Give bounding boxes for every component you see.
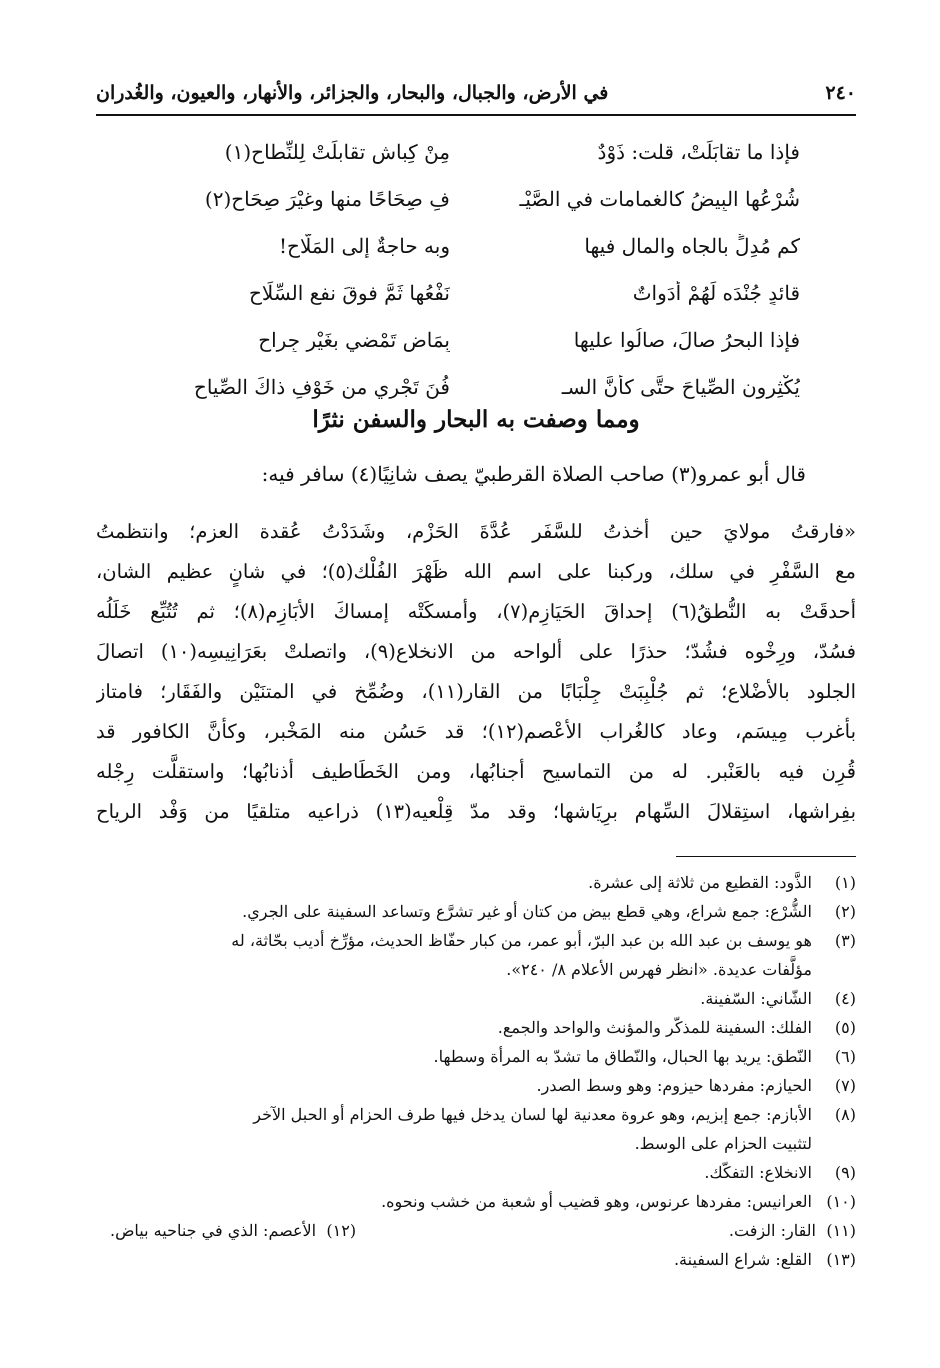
footnote-text: هو يوسف بن عبد الله بن عبد البرّ، أبو عمر، من كبار حفّاظ الحديث، مؤرِّخ أديب بحّاثة، له bbox=[231, 931, 812, 950]
footnote-continuation: مؤلَّفات عديدة. «انظر فهرس الأعلام ٨/ ٢٤٠». bbox=[506, 960, 812, 979]
footnote-number: (٢) bbox=[834, 902, 856, 921]
verse-first-hemistich: قائدٍ جُنْدَه لَهُمْ أدَواتٌ bbox=[632, 280, 800, 305]
body-line: فسُدّ، ورِخْوه فشُدّ؛ حذرًا على ألواحه من الانخلاع(٩)، واتصلتْ بعَرَانِيسِه(١٠) اتصالَ bbox=[96, 640, 856, 663]
footnote-number: (٨) bbox=[834, 1105, 856, 1124]
footnote-text: الذَّود: القطيع من ثلاثة إلى عشرة. bbox=[588, 873, 812, 892]
footnote-text: الحيازم: مفردها حيزوم: وهو وسط الصدر. bbox=[536, 1076, 812, 1095]
footnote-number: (٣) bbox=[834, 931, 856, 950]
footnote-continuation: لتثبيت الحزام على الوسط. bbox=[634, 1134, 812, 1153]
body-line: أحدقَتْ به النُّطقُ(٦) إحداقَ الحَيَازِم(٧)، وأمسكَتْه إمساكَ الأبَازِم(٨)؛ ثم تُتُبِّع خَلَلُه bbox=[96, 600, 856, 623]
footnote bbox=[110, 926, 856, 955]
poem bbox=[150, 128, 800, 410]
header-rule bbox=[96, 114, 856, 116]
footnote-number: (١٠) bbox=[826, 1192, 856, 1211]
footnote-text: القار: الزفت. bbox=[728, 1221, 816, 1240]
footnote-text: العرانيس: مفردها عرنوس، وهو قضيب أو شعبة من خشب ونحوه. bbox=[381, 1192, 812, 1211]
footnote-text: الأعصم: الذي في جناحيه بياض. bbox=[110, 1221, 317, 1240]
footnote bbox=[110, 897, 856, 926]
footnote-text: النّطق: يريد بها الحبال، والنّطاق ما تشدّ به المرأة وسطها. bbox=[433, 1047, 812, 1066]
running-title: في الأرض، والجبال، والبحار، والجزائر، والأنهار، والعيون، والغُدران bbox=[96, 82, 609, 104]
footnote-text: الشُّرْع: جمع شراع، وهي قطع بيض من كتان أو غير تشرَّع وتساعد السفينة على الجري. bbox=[242, 902, 812, 921]
footnote-number: (١١) bbox=[826, 1221, 856, 1240]
footnotes bbox=[110, 868, 856, 1274]
running-head bbox=[96, 78, 856, 108]
body-line: الجلود بالأضْلاع؛ ثم جُلْبِبَتْ جِلْبَابًا من القار(١١)، وضُمِّخ في المتنَيْن والفَقَار؛ فامتاز bbox=[96, 680, 856, 703]
footnote-number: (٥) bbox=[834, 1018, 856, 1037]
footnote bbox=[110, 984, 856, 1013]
footnote bbox=[110, 1071, 856, 1100]
footnote-text: الفلك: السفينة للمذكّر والمؤنث والواحد والجمع. bbox=[497, 1018, 812, 1037]
footnote-number: (١٢) bbox=[326, 1221, 357, 1240]
verse-first-hemistich: فإذا ما تقابَلَتْ، قلت: ذَوْدٌ bbox=[597, 139, 800, 164]
poem-verse bbox=[150, 128, 800, 175]
footnote bbox=[110, 1158, 856, 1187]
verse-first-hemistich: كم مُدِلٍّ بالجاه والمالِ فيها bbox=[584, 233, 800, 258]
poem-verse bbox=[150, 222, 800, 269]
poem-verse bbox=[150, 316, 800, 363]
body-line: بأغرب مِيسَم، وعاد كالغُراب الأعْصم(١٢)؛ قد حَسُن منه المَخْبر، وكأنَّ الكافور قد bbox=[96, 720, 856, 743]
footnote-number: (٦) bbox=[834, 1047, 856, 1066]
footnote bbox=[110, 1013, 856, 1042]
footnote bbox=[110, 1216, 356, 1245]
verse-second-hemistich: بِمَاضٍ تَمْضي بغَيْرِ جِراحِ bbox=[258, 327, 450, 352]
footnote-number: (٩) bbox=[834, 1163, 856, 1182]
body-line: بفِراشها، استِقلالَ السِّهام برِيَاشها؛ وقد مدّ قِلْعيه(١٣) ذراعيه متلقيًا من وَفْد الرياح bbox=[96, 800, 856, 823]
footnote-text: الشّاني: السّفينة. bbox=[700, 989, 812, 1008]
section-title: ومما وصفت به البحار والسفن نثرًا bbox=[312, 406, 640, 433]
footnote bbox=[110, 1187, 856, 1216]
intro-paragraph: قال أبو عمرو(٣) صاحب الصلاة القرطبيّ يصف شانِيًا(٤) سافر فيه: bbox=[261, 462, 806, 486]
footnote bbox=[729, 1216, 856, 1245]
verse-first-hemistich: فإذا البحرُ صالَ، صالُوا عليها bbox=[573, 327, 800, 352]
footnote bbox=[110, 1100, 856, 1129]
poem-verse bbox=[150, 363, 800, 410]
footnote-number: (١٣) bbox=[826, 1250, 856, 1269]
verse-second-hemistich: فِ صِحَاحًا منها وغيْرَ صِحَاحِ(٢) bbox=[204, 186, 450, 211]
poem-verse bbox=[150, 269, 800, 316]
footnote bbox=[110, 1245, 856, 1274]
footnote-text: القلع: شراع السفينة. bbox=[673, 1250, 812, 1269]
body-line: «فارقتُ مولايَ حين أخذتُ للسَّفَر عُدَّةَ الحَزْم، وشَدَدْتُ عُقدة العزم؛ وانتظمتُ bbox=[96, 520, 856, 543]
verse-second-hemistich: وبه حاجةٌ إلى المَلَّاحِ! bbox=[279, 233, 450, 258]
verse-second-hemistich: نَفْعُها ثَمَّ فوقَ نفعِ السِّلَاحِ bbox=[248, 280, 450, 305]
footnote-number: (٤) bbox=[834, 989, 856, 1008]
poem-verse bbox=[150, 175, 800, 222]
verse-second-hemistich: مِنْ كِباشٍ تقابلَتْ لِلنِّطاحِ(١) bbox=[224, 139, 450, 164]
body-text bbox=[96, 512, 856, 832]
verse-first-hemistich: شُرْعُها البِيضُ كالغمامات في الصَّيْـ bbox=[519, 186, 800, 211]
footnote-separator bbox=[676, 856, 856, 857]
footnote bbox=[110, 868, 856, 897]
body-line: قُرِن فيه بالعَنْبر. له من التماسيح أجنابُها، ومن الخَطَاطيف أذنابُها؛ واستقلَّت رِجْله bbox=[96, 760, 856, 783]
footnote bbox=[110, 1042, 856, 1071]
footnote-pair-row bbox=[110, 1216, 856, 1245]
body-line: مع السَّفْرِ في سلك، وركبنا على اسم الله ظَهْرَ الفُلْك(٥)؛ في شانٍ عظيم الشان، bbox=[96, 560, 856, 583]
page-number: ٢٤٠ bbox=[825, 82, 856, 104]
verse-first-hemistich: يُكْثِرون الصِّياحَ حتَّى كأنَّ السـ bbox=[561, 374, 800, 399]
footnote-number: (٧) bbox=[834, 1076, 856, 1095]
verse-second-hemistich: فُنَ تَجْري من خَوْفِ ذاكَ الصِّياحِ bbox=[193, 374, 450, 399]
footnote-text: الأبازم: جمع إبزيم، وهو عروة معدنية لها لسان يدخل فيها طرف الحزام أو الحبل الآخر bbox=[253, 1105, 812, 1124]
footnote-number: (١) bbox=[834, 873, 856, 892]
footnote-text: الانخلاع: التفكّك. bbox=[704, 1163, 812, 1182]
